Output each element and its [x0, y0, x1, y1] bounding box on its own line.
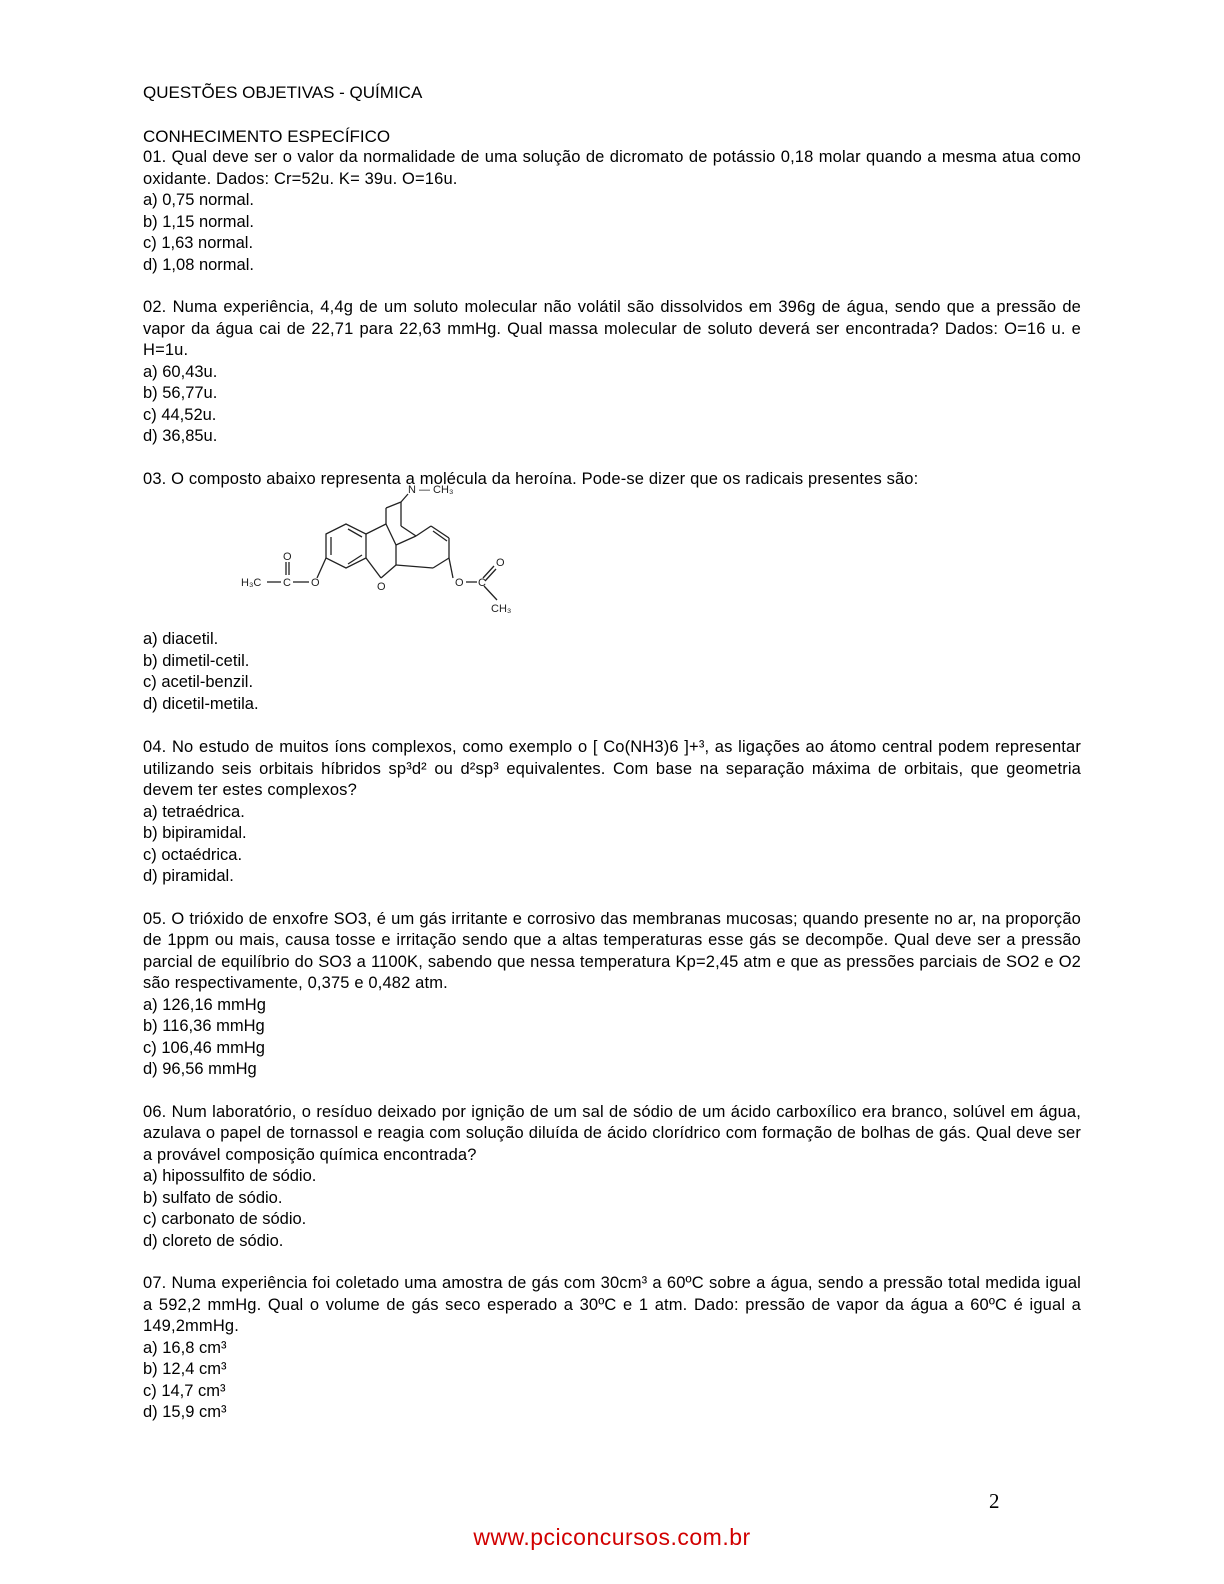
option-b: b) bipiramidal. [143, 824, 247, 842]
questions-content [143, 126, 1081, 1424]
footer-url-link[interactable]: www.pciconcursos.com.br [473, 1524, 751, 1550]
question-5 [143, 909, 1081, 1081]
page-title: QUESTÕES OBJETIVAS - QUÍMICA [143, 83, 423, 102]
question-3 [143, 469, 1081, 717]
option-d: d) 96,56 mmHg [143, 1060, 257, 1078]
option-b: b) 116,36 mmHg [143, 1017, 265, 1035]
question-4 [143, 737, 1081, 888]
carbonyl-carbon-left-label: C [283, 577, 291, 589]
question-stem: 06. Num laboratório, o resíduo deixado por ignição de um sal de sódio de um ácido carboxílico era branco, solúvel em água, azulava o papel de tornassol e reagia com solução diluída de ácido clorídrico com formação de bolhas de gás. Qual deve ser a provável composição química encontrada? [143, 1102, 1081, 1164]
option-a: a) 16,8 cm³ [143, 1338, 227, 1357]
option-a: a) 60,43u. [143, 362, 218, 381]
question-stem: 04. No estudo de muitos íons complexos, como exemplo o [ Co(NH3)6 ]+³, as ligações ao átomo central podem representar utilizando seis orbitais híbridos sp³d² ou d²sp³ equivalentes. Com base na separação máxima de orbitais, que geometria devem ter estes complexos? [143, 738, 1081, 799]
option-b: b) 56,77u. [143, 384, 218, 402]
option-c: c) carbonato de sódio. [143, 1210, 307, 1228]
methyl-right-label: CH₃ [491, 603, 512, 615]
ring-oxygen-label: O [377, 581, 386, 593]
option-d: d) 15,9 cm³ [143, 1403, 227, 1421]
methyl-left-label: H₃C [241, 577, 262, 589]
option-b: b) 1,15 normal. [143, 212, 254, 231]
carbonyl-carbon-right-label: C [478, 577, 486, 589]
option-d: d) dicetil-metila. [143, 694, 259, 713]
page-number: 2 [989, 1489, 1000, 1513]
ester-oxygen-left-label: O [311, 577, 320, 589]
heroin-molecule-diagram [221, 480, 521, 630]
carbonyl-oxygen-left-label: O [283, 551, 292, 563]
question-2 [143, 297, 1081, 448]
option-c: c) 44,52u. [143, 405, 217, 424]
option-b: b) 12,4 cm³ [143, 1360, 227, 1378]
question-stem: 07. Numa experiência foi coletado uma amostra de gás com 30cm³ a 60ºC sobre a água, sendo a pressão total medida igual a 592,2 mmHg. Qual o volume de gás seco esperado a 30ºC e 1 atm. Dado: pressão de vapor da água a 60ºC é igual a 149,2mmHg. [143, 1274, 1081, 1335]
option-a: a) diacetil. [143, 630, 219, 648]
option-b: b) dimetil-cetil. [143, 651, 250, 670]
option-c: c) 14,7 cm³ [143, 1381, 226, 1400]
section-title: CONHECIMENTO ESPECÍFICO [143, 127, 391, 146]
question-1 [143, 147, 1081, 276]
option-d: d) cloreto de sódio. [143, 1231, 284, 1250]
option-c: c) acetil-benzil. [143, 673, 254, 691]
carbonyl-oxygen-right-label: O [496, 557, 505, 569]
n-methyl-label: N — CH₃ [408, 484, 454, 496]
option-c: c) 1,63 normal. [143, 234, 254, 252]
question-stem: 05. O trióxido de enxofre SO3, é um gás irritante e corrosivo das membranas mucosas; quando presente no ar, na proporção de 1ppm ou mais, causa tosse e irritação sendo que a altas temperaturas esse gás se decompõe. Qual deve ser a pressão parcial de equilíbrio do SO3 a 1100K, sabendo que nessa temperatura Kp=2,45 atm e que as pressões parciais de SO2 e O2 são respectivamente, 0,375 e 0,482 atm. [143, 909, 1081, 992]
question-stem: 01. Qual deve ser o valor da normalidade de uma solução de dicromato de potássio 0,18 molar quando a mesma atua como oxidante. Dados: Cr=52u. K= 39u. O=16u. [143, 148, 1081, 188]
option-a: a) 0,75 normal. [143, 191, 254, 209]
question-stem: 02. Numa experiência, 4,4g de um soluto molecular não volátil são dissolvidos em 396g de água, sendo que a pressão de vapor da água cai de 22,71 para 22,63 mmHg. Qual massa molecular de soluto deverá ser encontrada? Dados: O=16 u. e H=1u. [143, 298, 1081, 359]
option-d: d) piramidal. [143, 867, 234, 885]
option-a: a) 126,16 mmHg [143, 995, 266, 1014]
ester-oxygen-right-label: O [455, 577, 464, 589]
question-7 [143, 1273, 1081, 1424]
question-6 [143, 1102, 1081, 1253]
option-b: b) sulfato de sódio. [143, 1188, 283, 1207]
option-d: d) 36,85u. [143, 427, 218, 445]
option-c: c) 106,46 mmHg [143, 1038, 265, 1057]
option-d: d) 1,08 normal. [143, 255, 254, 274]
option-a: a) hipossulfito de sódio. [143, 1167, 317, 1185]
option-c: c) octaédrica. [143, 845, 243, 864]
question-stem: 03. O composto abaixo representa a molécula da heroína. Pode-se dizer que os radicais presentes são: [143, 469, 919, 488]
option-a: a) tetraédrica. [143, 802, 245, 821]
